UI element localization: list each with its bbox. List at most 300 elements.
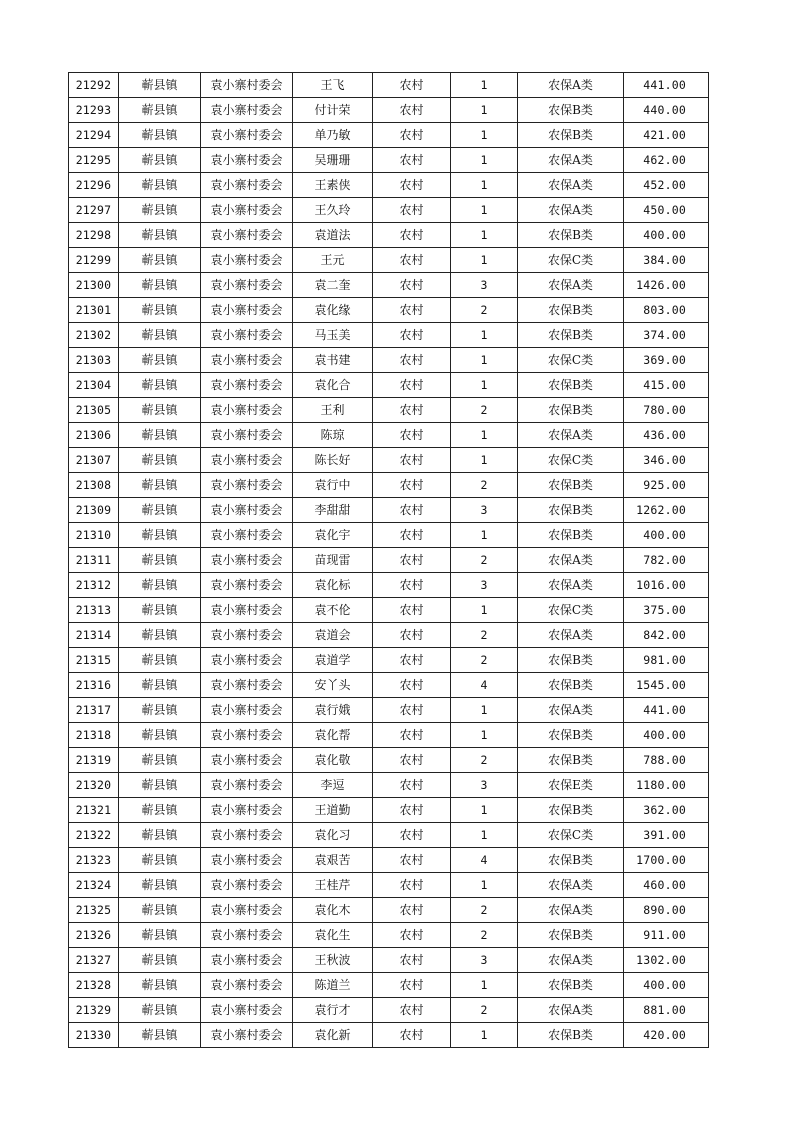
insurance-category-cell: 农保C类 <box>518 823 624 848</box>
name-cell: 安丫头 <box>293 673 373 698</box>
household-type-cell: 农村 <box>373 873 451 898</box>
table-row <box>69 648 709 673</box>
household-type-cell: 农村 <box>373 648 451 673</box>
household-size-cell: 3 <box>451 498 518 523</box>
record-number-cell: 21312 <box>69 573 119 598</box>
record-number-cell: 21300 <box>69 273 119 298</box>
record-number-cell: 21304 <box>69 373 119 398</box>
town-cell: 蕲县镇 <box>119 698 201 723</box>
record-number-cell: 21310 <box>69 523 119 548</box>
record-number-cell: 21309 <box>69 498 119 523</box>
town-cell: 蕲县镇 <box>119 523 201 548</box>
household-size-cell: 1 <box>451 348 518 373</box>
household-type-cell: 农村 <box>373 998 451 1023</box>
village-committee-cell: 袁小寨村委会 <box>201 548 293 573</box>
amount-cell: 369.00 <box>624 348 709 373</box>
village-committee-cell: 袁小寨村委会 <box>201 648 293 673</box>
village-committee-cell: 袁小寨村委会 <box>201 623 293 648</box>
amount-cell: 346.00 <box>624 448 709 473</box>
name-cell: 马玉美 <box>293 323 373 348</box>
amount-cell: 890.00 <box>624 898 709 923</box>
name-cell: 陈道兰 <box>293 973 373 998</box>
name-cell: 袁化合 <box>293 373 373 398</box>
town-cell: 蕲县镇 <box>119 323 201 348</box>
amount-cell: 391.00 <box>624 823 709 848</box>
household-type-cell: 农村 <box>373 273 451 298</box>
household-size-cell: 1 <box>451 98 518 123</box>
town-cell: 蕲县镇 <box>119 823 201 848</box>
table-row <box>69 298 709 323</box>
record-number-cell: 21318 <box>69 723 119 748</box>
insurance-category-cell: 农保B类 <box>518 398 624 423</box>
amount-cell: 1180.00 <box>624 773 709 798</box>
village-committee-cell: 袁小寨村委会 <box>201 498 293 523</box>
household-size-cell: 1 <box>451 1023 518 1048</box>
town-cell: 蕲县镇 <box>119 673 201 698</box>
name-cell: 袁艰苦 <box>293 848 373 873</box>
village-committee-cell: 袁小寨村委会 <box>201 898 293 923</box>
household-size-cell: 2 <box>451 998 518 1023</box>
insurance-category-cell: 农保A类 <box>518 898 624 923</box>
table-row <box>69 973 709 998</box>
household-type-cell: 农村 <box>373 148 451 173</box>
insurance-category-cell: 农保C类 <box>518 598 624 623</box>
insurance-category-cell: 农保B类 <box>518 848 624 873</box>
table-row <box>69 573 709 598</box>
table-row <box>69 398 709 423</box>
record-number-cell: 21321 <box>69 798 119 823</box>
record-number-cell: 21327 <box>69 948 119 973</box>
name-cell: 陈长好 <box>293 448 373 473</box>
household-type-cell: 农村 <box>373 173 451 198</box>
amount-cell: 881.00 <box>624 998 709 1023</box>
record-number-cell: 21325 <box>69 898 119 923</box>
household-type-cell: 农村 <box>373 948 451 973</box>
amount-cell: 788.00 <box>624 748 709 773</box>
record-number-cell: 21311 <box>69 548 119 573</box>
name-cell: 王道勤 <box>293 798 373 823</box>
record-number-cell: 21293 <box>69 98 119 123</box>
insurance-category-cell: 农保B类 <box>518 673 624 698</box>
household-type-cell: 农村 <box>373 573 451 598</box>
household-size-cell: 1 <box>451 73 518 98</box>
town-cell: 蕲县镇 <box>119 723 201 748</box>
household-size-cell: 1 <box>451 873 518 898</box>
town-cell: 蕲县镇 <box>119 373 201 398</box>
town-cell: 蕲县镇 <box>119 248 201 273</box>
record-number-cell: 21324 <box>69 873 119 898</box>
table-row <box>69 673 709 698</box>
name-cell: 王飞 <box>293 73 373 98</box>
name-cell: 袁化缘 <box>293 298 373 323</box>
insurance-category-cell: 农保B类 <box>518 298 624 323</box>
insurance-category-cell: 农保B类 <box>518 498 624 523</box>
amount-cell: 782.00 <box>624 548 709 573</box>
insurance-category-cell: 农保E类 <box>518 773 624 798</box>
name-cell: 苗现雷 <box>293 548 373 573</box>
insurance-category-cell: 农保B类 <box>518 1023 624 1048</box>
record-number-cell: 21292 <box>69 73 119 98</box>
table-row <box>69 523 709 548</box>
record-number-cell: 21307 <box>69 448 119 473</box>
town-cell: 蕲县镇 <box>119 898 201 923</box>
record-number-cell: 21326 <box>69 923 119 948</box>
household-size-cell: 1 <box>451 223 518 248</box>
insurance-category-cell: 农保C类 <box>518 348 624 373</box>
table-row <box>69 423 709 448</box>
village-committee-cell: 袁小寨村委会 <box>201 698 293 723</box>
household-size-cell: 1 <box>451 123 518 148</box>
village-committee-cell: 袁小寨村委会 <box>201 798 293 823</box>
table-row <box>69 323 709 348</box>
amount-cell: 1545.00 <box>624 673 709 698</box>
village-committee-cell: 袁小寨村委会 <box>201 373 293 398</box>
record-number-cell: 21315 <box>69 648 119 673</box>
village-committee-cell: 袁小寨村委会 <box>201 973 293 998</box>
record-number-cell: 21296 <box>69 173 119 198</box>
household-type-cell: 农村 <box>373 473 451 498</box>
village-committee-cell: 袁小寨村委会 <box>201 448 293 473</box>
name-cell: 袁化生 <box>293 923 373 948</box>
household-size-cell: 2 <box>451 473 518 498</box>
household-size-cell: 1 <box>451 973 518 998</box>
village-committee-cell: 袁小寨村委会 <box>201 573 293 598</box>
household-size-cell: 3 <box>451 773 518 798</box>
record-number-cell: 21316 <box>69 673 119 698</box>
amount-cell: 803.00 <box>624 298 709 323</box>
name-cell: 袁化宇 <box>293 523 373 548</box>
household-type-cell: 农村 <box>373 823 451 848</box>
table-row <box>69 473 709 498</box>
table-row <box>69 198 709 223</box>
village-committee-cell: 袁小寨村委会 <box>201 598 293 623</box>
name-cell: 袁道会 <box>293 623 373 648</box>
table-row <box>69 373 709 398</box>
insurance-category-cell: 农保A类 <box>518 73 624 98</box>
insurance-category-cell: 农保B类 <box>518 523 624 548</box>
town-cell: 蕲县镇 <box>119 873 201 898</box>
village-committee-cell: 袁小寨村委会 <box>201 673 293 698</box>
household-type-cell: 农村 <box>373 448 451 473</box>
town-cell: 蕲县镇 <box>119 623 201 648</box>
amount-cell: 1700.00 <box>624 848 709 873</box>
household-type-cell: 农村 <box>373 748 451 773</box>
name-cell: 袁书建 <box>293 348 373 373</box>
amount-cell: 981.00 <box>624 648 709 673</box>
household-type-cell: 农村 <box>373 198 451 223</box>
name-cell: 吴珊珊 <box>293 148 373 173</box>
village-committee-cell: 袁小寨村委会 <box>201 248 293 273</box>
name-cell: 陈琼 <box>293 423 373 448</box>
table-row <box>69 273 709 298</box>
household-size-cell: 4 <box>451 673 518 698</box>
table-row <box>69 723 709 748</box>
name-cell: 王久玲 <box>293 198 373 223</box>
household-type-cell: 农村 <box>373 898 451 923</box>
record-number-cell: 21306 <box>69 423 119 448</box>
table-row <box>69 548 709 573</box>
town-cell: 蕲县镇 <box>119 273 201 298</box>
household-size-cell: 2 <box>451 298 518 323</box>
table-row <box>69 873 709 898</box>
table-row <box>69 498 709 523</box>
insurance-category-cell: 农保A类 <box>518 998 624 1023</box>
table-row <box>69 448 709 473</box>
name-cell: 李逗 <box>293 773 373 798</box>
insurance-category-cell: 农保C类 <box>518 448 624 473</box>
record-number-cell: 21302 <box>69 323 119 348</box>
household-type-cell: 农村 <box>373 423 451 448</box>
town-cell: 蕲县镇 <box>119 498 201 523</box>
household-size-cell: 2 <box>451 748 518 773</box>
town-cell: 蕲县镇 <box>119 148 201 173</box>
household-type-cell: 农村 <box>373 698 451 723</box>
town-cell: 蕲县镇 <box>119 548 201 573</box>
record-number-cell: 21297 <box>69 198 119 223</box>
insurance-category-cell: 农保A类 <box>518 273 624 298</box>
household-type-cell: 农村 <box>373 673 451 698</box>
amount-cell: 436.00 <box>624 423 709 448</box>
household-size-cell: 2 <box>451 648 518 673</box>
table-row <box>69 348 709 373</box>
insurance-category-cell: 农保A类 <box>518 698 624 723</box>
table-row <box>69 98 709 123</box>
name-cell: 王利 <box>293 398 373 423</box>
record-number-cell: 21320 <box>69 773 119 798</box>
household-size-cell: 1 <box>451 198 518 223</box>
village-committee-cell: 袁小寨村委会 <box>201 948 293 973</box>
household-size-cell: 2 <box>451 398 518 423</box>
insurance-category-cell: 农保B类 <box>518 648 624 673</box>
name-cell: 付计荣 <box>293 98 373 123</box>
insurance-category-cell: 农保A类 <box>518 198 624 223</box>
household-size-cell: 1 <box>451 323 518 348</box>
village-committee-cell: 袁小寨村委会 <box>201 348 293 373</box>
name-cell: 袁二奎 <box>293 273 373 298</box>
record-number-cell: 21330 <box>69 1023 119 1048</box>
table-row <box>69 898 709 923</box>
table-row <box>69 223 709 248</box>
name-cell: 袁化习 <box>293 823 373 848</box>
household-type-cell: 农村 <box>373 723 451 748</box>
record-number-cell: 21303 <box>69 348 119 373</box>
record-number-cell: 21328 <box>69 973 119 998</box>
village-committee-cell: 袁小寨村委会 <box>201 223 293 248</box>
town-cell: 蕲县镇 <box>119 948 201 973</box>
household-type-cell: 农村 <box>373 623 451 648</box>
household-type-cell: 农村 <box>373 548 451 573</box>
table-row <box>69 848 709 873</box>
name-cell: 袁行才 <box>293 998 373 1023</box>
household-type-cell: 农村 <box>373 248 451 273</box>
village-committee-cell: 袁小寨村委会 <box>201 323 293 348</box>
town-cell: 蕲县镇 <box>119 748 201 773</box>
household-size-cell: 3 <box>451 273 518 298</box>
household-size-cell: 2 <box>451 923 518 948</box>
insurance-category-cell: 农保A类 <box>518 873 624 898</box>
name-cell: 袁化帮 <box>293 723 373 748</box>
town-cell: 蕲县镇 <box>119 98 201 123</box>
table-row <box>69 698 709 723</box>
town-cell: 蕲县镇 <box>119 223 201 248</box>
household-size-cell: 1 <box>451 448 518 473</box>
amount-cell: 1262.00 <box>624 498 709 523</box>
village-committee-cell: 袁小寨村委会 <box>201 848 293 873</box>
amount-cell: 450.00 <box>624 198 709 223</box>
town-cell: 蕲县镇 <box>119 848 201 873</box>
amount-cell: 452.00 <box>624 173 709 198</box>
household-type-cell: 农村 <box>373 598 451 623</box>
insurance-category-cell: 农保B类 <box>518 973 624 998</box>
town-cell: 蕲县镇 <box>119 448 201 473</box>
name-cell: 袁不伦 <box>293 598 373 623</box>
town-cell: 蕲县镇 <box>119 473 201 498</box>
household-size-cell: 1 <box>451 148 518 173</box>
amount-cell: 375.00 <box>624 598 709 623</box>
name-cell: 袁行中 <box>293 473 373 498</box>
name-cell: 袁化标 <box>293 573 373 598</box>
village-committee-cell: 袁小寨村委会 <box>201 473 293 498</box>
village-committee-cell: 袁小寨村委会 <box>201 773 293 798</box>
town-cell: 蕲县镇 <box>119 1023 201 1048</box>
name-cell: 王桂芹 <box>293 873 373 898</box>
town-cell: 蕲县镇 <box>119 773 201 798</box>
household-type-cell: 农村 <box>373 348 451 373</box>
household-size-cell: 1 <box>451 248 518 273</box>
household-size-cell: 1 <box>451 723 518 748</box>
insurance-category-cell: 农保A类 <box>518 423 624 448</box>
insurance-category-cell: 农保B类 <box>518 323 624 348</box>
insurance-category-cell: 农保B类 <box>518 473 624 498</box>
village-committee-cell: 袁小寨村委会 <box>201 823 293 848</box>
household-size-cell: 1 <box>451 173 518 198</box>
amount-cell: 911.00 <box>624 923 709 948</box>
town-cell: 蕲县镇 <box>119 398 201 423</box>
town-cell: 蕲县镇 <box>119 298 201 323</box>
insurance-category-cell: 农保B类 <box>518 223 624 248</box>
household-type-cell: 农村 <box>373 923 451 948</box>
amount-cell: 400.00 <box>624 223 709 248</box>
village-committee-cell: 袁小寨村委会 <box>201 873 293 898</box>
insurance-category-cell: 农保A类 <box>518 573 624 598</box>
table-row <box>69 123 709 148</box>
name-cell: 王素侠 <box>293 173 373 198</box>
town-cell: 蕲县镇 <box>119 73 201 98</box>
insurance-category-cell: 农保A类 <box>518 948 624 973</box>
name-cell: 李甜甜 <box>293 498 373 523</box>
household-size-cell: 2 <box>451 898 518 923</box>
household-type-cell: 农村 <box>373 73 451 98</box>
household-size-cell: 2 <box>451 623 518 648</box>
village-committee-cell: 袁小寨村委会 <box>201 423 293 448</box>
insurance-category-cell: 农保B类 <box>518 98 624 123</box>
record-number-cell: 21299 <box>69 248 119 273</box>
name-cell: 王秋波 <box>293 948 373 973</box>
household-size-cell: 1 <box>451 598 518 623</box>
name-cell: 袁化木 <box>293 898 373 923</box>
table-row <box>69 773 709 798</box>
household-type-cell: 农村 <box>373 223 451 248</box>
record-number-cell: 21322 <box>69 823 119 848</box>
town-cell: 蕲县镇 <box>119 123 201 148</box>
insurance-category-cell: 农保B类 <box>518 373 624 398</box>
table-row <box>69 823 709 848</box>
insurance-category-cell: 农保B类 <box>518 923 624 948</box>
amount-cell: 440.00 <box>624 98 709 123</box>
amount-cell: 925.00 <box>624 473 709 498</box>
table-row <box>69 173 709 198</box>
household-type-cell: 农村 <box>373 323 451 348</box>
table-row <box>69 248 709 273</box>
town-cell: 蕲县镇 <box>119 573 201 598</box>
table-row <box>69 998 709 1023</box>
household-type-cell: 农村 <box>373 398 451 423</box>
household-type-cell: 农村 <box>373 798 451 823</box>
insurance-category-cell: 农保B类 <box>518 798 624 823</box>
village-committee-cell: 袁小寨村委会 <box>201 1023 293 1048</box>
record-number-cell: 21329 <box>69 998 119 1023</box>
name-cell: 袁化新 <box>293 1023 373 1048</box>
village-committee-cell: 袁小寨村委会 <box>201 523 293 548</box>
household-type-cell: 农村 <box>373 298 451 323</box>
household-type-cell: 农村 <box>373 98 451 123</box>
insurance-category-cell: 农保C类 <box>518 248 624 273</box>
roster-body <box>69 73 709 1048</box>
village-committee-cell: 袁小寨村委会 <box>201 73 293 98</box>
record-number-cell: 21319 <box>69 748 119 773</box>
amount-cell: 460.00 <box>624 873 709 898</box>
household-size-cell: 4 <box>451 848 518 873</box>
table-row <box>69 748 709 773</box>
household-type-cell: 农村 <box>373 373 451 398</box>
village-committee-cell: 袁小寨村委会 <box>201 923 293 948</box>
table-row <box>69 923 709 948</box>
name-cell: 王元 <box>293 248 373 273</box>
village-committee-cell: 袁小寨村委会 <box>201 173 293 198</box>
village-committee-cell: 袁小寨村委会 <box>201 723 293 748</box>
record-number-cell: 21308 <box>69 473 119 498</box>
household-size-cell: 1 <box>451 823 518 848</box>
village-committee-cell: 袁小寨村委会 <box>201 198 293 223</box>
amount-cell: 400.00 <box>624 523 709 548</box>
household-size-cell: 1 <box>451 523 518 548</box>
amount-cell: 780.00 <box>624 398 709 423</box>
amount-cell: 842.00 <box>624 623 709 648</box>
household-type-cell: 农村 <box>373 973 451 998</box>
insurance-category-cell: 农保A类 <box>518 173 624 198</box>
town-cell: 蕲县镇 <box>119 923 201 948</box>
village-committee-cell: 袁小寨村委会 <box>201 273 293 298</box>
town-cell: 蕲县镇 <box>119 598 201 623</box>
name-cell: 袁化敬 <box>293 748 373 773</box>
household-size-cell: 1 <box>451 423 518 448</box>
name-cell: 袁道法 <box>293 223 373 248</box>
table-row <box>69 948 709 973</box>
household-type-cell: 农村 <box>373 123 451 148</box>
table-row <box>69 598 709 623</box>
name-cell: 袁道学 <box>293 648 373 673</box>
household-size-cell: 3 <box>451 573 518 598</box>
insurance-category-cell: 农保A类 <box>518 148 624 173</box>
household-size-cell: 2 <box>451 548 518 573</box>
record-number-cell: 21313 <box>69 598 119 623</box>
town-cell: 蕲县镇 <box>119 173 201 198</box>
record-number-cell: 21294 <box>69 123 119 148</box>
name-cell: 单乃敏 <box>293 123 373 148</box>
town-cell: 蕲县镇 <box>119 973 201 998</box>
town-cell: 蕲县镇 <box>119 798 201 823</box>
town-cell: 蕲县镇 <box>119 348 201 373</box>
